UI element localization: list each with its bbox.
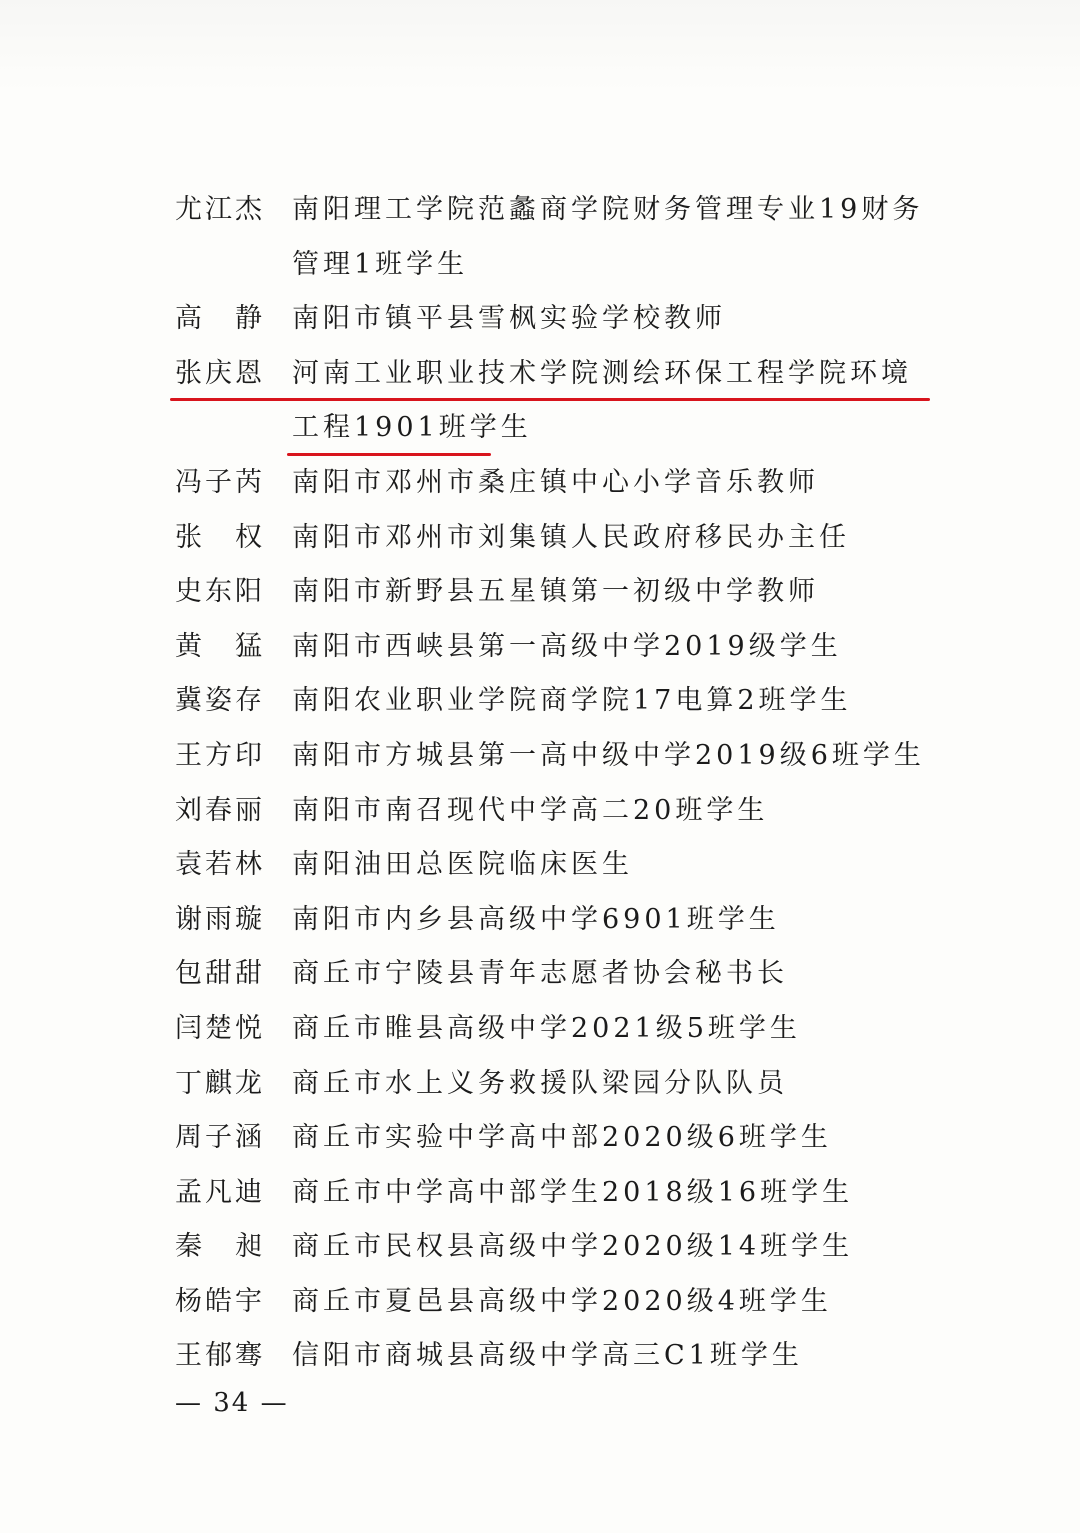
person-description: 商丘市宁陵县青年志愿者协会秘书长 [292, 958, 788, 990]
entry-list [175, 183, 935, 1384]
list-item [175, 1057, 935, 1112]
list-item [175, 1329, 935, 1384]
person-name: 谢雨璇 [175, 903, 265, 935]
person-description: 商丘市民权县高级中学2020级14班学生 [292, 1231, 854, 1263]
person-name: 袁若林 [175, 849, 265, 881]
list-item [175, 674, 935, 729]
person-name: 黄 猛 [175, 630, 265, 662]
person-description: 南阳市镇平县雪枫实验学校教师 [292, 303, 726, 335]
person-description: 南阳油田总医院临床医生 [292, 849, 633, 881]
person-name: 孟凡迪 [175, 1176, 265, 1208]
list-item [175, 1220, 935, 1275]
person-name: 秦 昶 [175, 1231, 265, 1263]
person-name: 张 权 [175, 521, 265, 553]
person-name: 史东阳 [175, 576, 265, 608]
person-name: 冀姿存 [175, 685, 265, 717]
person-description: 南阳市内乡县高级中学6901班学生 [292, 903, 780, 935]
list-item [175, 1111, 935, 1166]
list-item [175, 292, 935, 347]
person-name: 王郁骞 [175, 1340, 265, 1372]
person-description: 南阳市方城县第一高中级中学2019级6班学生 [292, 739, 925, 771]
person-description: 信阳市商城县高级中学高三C1班学生 [292, 1340, 803, 1372]
person-description: 商丘市睢县高级中学2021级5班学生 [292, 1012, 801, 1044]
person-description: 南阳市邓州市桑庄镇中心小学音乐教师 [292, 466, 819, 498]
list-item [175, 511, 935, 566]
person-description: 南阳市西峡县第一高级中学2019级学生 [292, 630, 842, 662]
list-item [175, 838, 935, 893]
list-item [175, 620, 935, 675]
person-description: 南阳市南召现代中学高二20班学生 [292, 794, 769, 826]
person-description: 河南工业职业技术学院测绘环保工程学院环境工程1901班学生 [292, 357, 912, 444]
person-description: 商丘市中学高中部学生2018级16班学生 [292, 1176, 854, 1208]
person-name: 尤江杰 [175, 194, 265, 225]
red-underline-mark [170, 398, 930, 401]
person-name: 王方印 [175, 739, 265, 771]
list-item [175, 893, 935, 948]
list-item [175, 1275, 935, 1330]
person-name: 闫楚悦 [175, 1012, 265, 1044]
person-name: 冯子芮 [175, 466, 265, 498]
list-item [175, 729, 935, 784]
person-name: 周子涵 [175, 1122, 265, 1154]
person-description: 商丘市水上义务救援队梁园分队队员 [292, 1067, 788, 1099]
person-name: 丁麒龙 [175, 1067, 265, 1099]
person-description: 南阳市邓州市刘集镇人民政府移民办主任 [292, 521, 850, 553]
list-item [175, 947, 935, 1002]
person-description: 南阳市新野县五星镇第一初级中学教师 [292, 576, 819, 608]
page-number: — 34 — [175, 1388, 289, 1418]
person-description: 南阳农业职业学院商学院17电算2班学生 [292, 685, 852, 717]
list-item [175, 183, 935, 292]
person-name: 刘春丽 [175, 794, 265, 826]
person-name: 杨皓宇 [175, 1285, 265, 1317]
person-description: 商丘市实验中学高中部2020级6班学生 [292, 1122, 832, 1154]
person-name: 张庆恩 [175, 357, 265, 389]
person-description: 南阳理工学院范蠡商学院财务管理专业19财务管理1班学生 [292, 194, 924, 280]
person-description: 商丘市夏邑县高级中学2020级4班学生 [292, 1285, 832, 1317]
highlighted-list-item [175, 347, 935, 456]
list-item [175, 1166, 935, 1221]
list-item [175, 1002, 935, 1057]
list-item [175, 784, 935, 839]
person-name: 包甜甜 [175, 958, 265, 990]
list-item [175, 456, 935, 511]
person-name: 高 静 [175, 303, 265, 335]
list-item [175, 565, 935, 620]
